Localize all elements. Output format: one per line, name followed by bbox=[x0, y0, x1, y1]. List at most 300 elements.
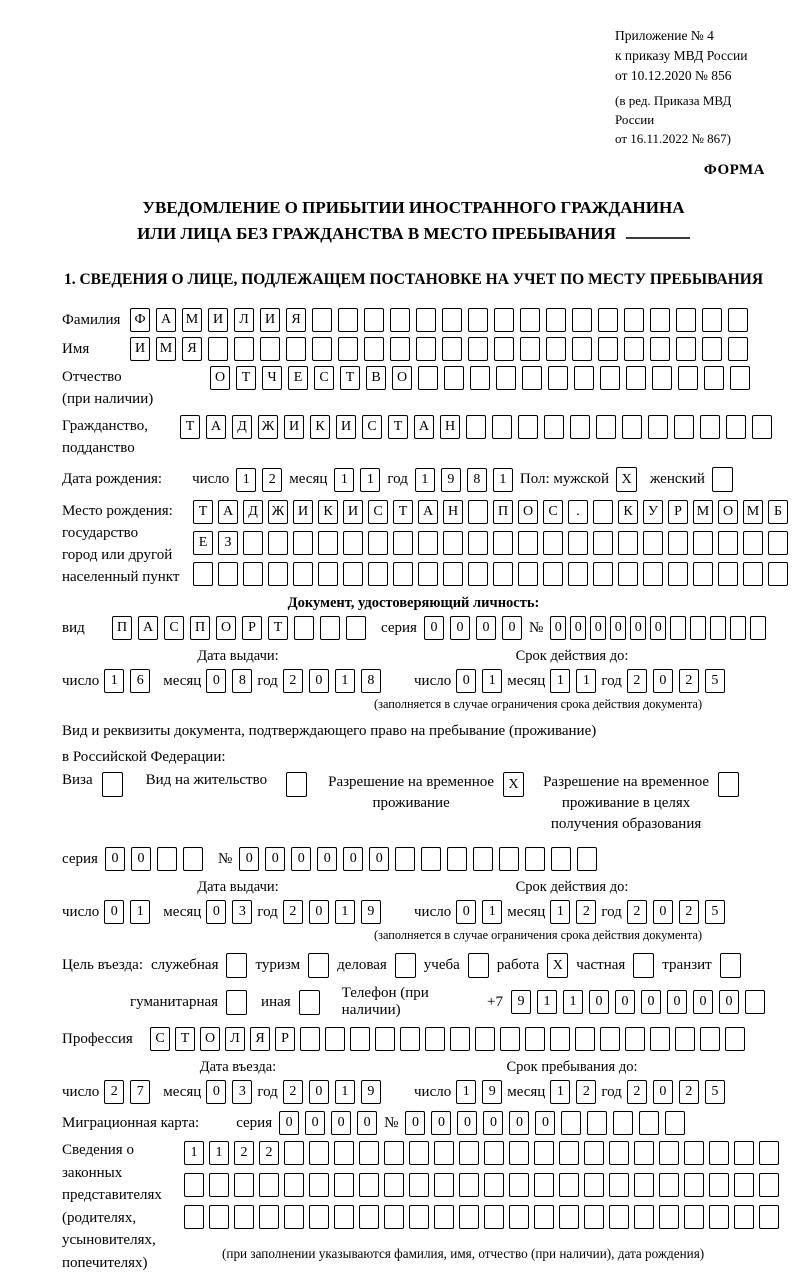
char-cell[interactable]: 0 bbox=[653, 1080, 673, 1104]
char-cell[interactable] bbox=[494, 308, 514, 332]
char-cell[interactable] bbox=[750, 616, 766, 640]
char-cell[interactable]: М bbox=[693, 500, 713, 524]
char-cell[interactable]: 2 bbox=[283, 1080, 303, 1104]
char-cell[interactable]: 0 bbox=[719, 990, 739, 1014]
char-cell[interactable] bbox=[496, 366, 516, 390]
permit-valid-day-cells[interactable] bbox=[456, 900, 502, 924]
char-cell[interactable] bbox=[493, 562, 513, 586]
char-cell[interactable] bbox=[400, 1027, 420, 1051]
char-cell[interactable]: 8 bbox=[467, 468, 487, 492]
char-cell[interactable] bbox=[359, 1173, 379, 1197]
char-cell[interactable] bbox=[286, 337, 306, 361]
patronymic-cells[interactable] bbox=[210, 366, 750, 390]
char-cell[interactable] bbox=[625, 1027, 645, 1051]
char-cell[interactable] bbox=[734, 1141, 754, 1165]
char-cell[interactable] bbox=[593, 531, 613, 555]
char-cell[interactable]: 1 bbox=[550, 900, 570, 924]
char-cell[interactable]: О bbox=[392, 366, 412, 390]
char-cell[interactable]: 1 bbox=[360, 468, 380, 492]
char-cell[interactable] bbox=[598, 308, 618, 332]
char-cell[interactable] bbox=[634, 1141, 654, 1165]
char-cell[interactable]: 0 bbox=[590, 616, 606, 640]
char-cell[interactable] bbox=[543, 531, 563, 555]
doc-number-cells[interactable] bbox=[550, 616, 766, 640]
purpose-transit-checkbox[interactable] bbox=[720, 953, 741, 978]
doc-type-cells[interactable] bbox=[112, 616, 366, 640]
char-cell[interactable] bbox=[364, 308, 384, 332]
char-cell[interactable]: Л bbox=[225, 1027, 245, 1051]
char-cell[interactable]: 0 bbox=[206, 669, 226, 693]
char-cell[interactable] bbox=[728, 308, 748, 332]
char-cell[interactable] bbox=[543, 562, 563, 586]
char-cell[interactable]: 0 bbox=[502, 616, 522, 640]
char-cell[interactable] bbox=[570, 415, 590, 439]
legal-reps-cells-row1[interactable] bbox=[184, 1141, 779, 1165]
char-cell[interactable] bbox=[568, 531, 588, 555]
char-cell[interactable]: Л bbox=[234, 308, 254, 332]
char-cell[interactable]: З bbox=[218, 531, 238, 555]
char-cell[interactable]: 1 bbox=[236, 468, 256, 492]
phone-cells[interactable] bbox=[511, 990, 765, 1014]
visa-checkbox[interactable] bbox=[102, 772, 123, 797]
char-cell[interactable] bbox=[442, 337, 462, 361]
char-cell[interactable] bbox=[320, 616, 340, 640]
char-cell[interactable] bbox=[709, 1173, 729, 1197]
char-cell[interactable]: О bbox=[210, 366, 230, 390]
char-cell[interactable]: И bbox=[208, 308, 228, 332]
char-cell[interactable]: 1 bbox=[456, 1080, 476, 1104]
char-cell[interactable]: 1 bbox=[104, 669, 124, 693]
char-cell[interactable]: 9 bbox=[361, 1080, 381, 1104]
char-cell[interactable]: А bbox=[206, 415, 226, 439]
char-cell[interactable] bbox=[443, 531, 463, 555]
stay-month-cells[interactable] bbox=[550, 1080, 596, 1104]
char-cell[interactable]: 1 bbox=[550, 669, 570, 693]
char-cell[interactable] bbox=[634, 1173, 654, 1197]
char-cell[interactable]: П bbox=[493, 500, 513, 524]
char-cell[interactable]: Д bbox=[243, 500, 263, 524]
char-cell[interactable]: Н bbox=[440, 415, 460, 439]
char-cell[interactable]: В bbox=[366, 366, 386, 390]
char-cell[interactable]: 1 bbox=[335, 1080, 355, 1104]
char-cell[interactable] bbox=[434, 1141, 454, 1165]
char-cell[interactable]: И bbox=[260, 308, 280, 332]
char-cell[interactable] bbox=[494, 337, 514, 361]
char-cell[interactable] bbox=[184, 1205, 204, 1229]
temp-residence-checkbox[interactable]: X bbox=[503, 772, 524, 797]
char-cell[interactable] bbox=[338, 337, 358, 361]
char-cell[interactable] bbox=[745, 990, 765, 1014]
char-cell[interactable] bbox=[548, 366, 568, 390]
char-cell[interactable] bbox=[587, 1111, 607, 1135]
char-cell[interactable] bbox=[343, 562, 363, 586]
purpose-private-checkbox[interactable] bbox=[633, 953, 654, 978]
char-cell[interactable]: М bbox=[743, 500, 763, 524]
char-cell[interactable]: 1 bbox=[209, 1141, 229, 1165]
char-cell[interactable]: 0 bbox=[456, 669, 476, 693]
char-cell[interactable]: С bbox=[362, 415, 382, 439]
char-cell[interactable]: И bbox=[293, 500, 313, 524]
char-cell[interactable] bbox=[421, 847, 441, 871]
char-cell[interactable]: Ч bbox=[262, 366, 282, 390]
char-cell[interactable] bbox=[234, 337, 254, 361]
sex-male-checkbox[interactable]: X bbox=[616, 467, 637, 492]
char-cell[interactable] bbox=[709, 1141, 729, 1165]
char-cell[interactable] bbox=[743, 531, 763, 555]
edu-residence-checkbox[interactable] bbox=[718, 772, 739, 797]
char-cell[interactable] bbox=[704, 366, 724, 390]
permit-number-cells[interactable] bbox=[239, 847, 597, 871]
char-cell[interactable]: 0 bbox=[653, 900, 673, 924]
char-cell[interactable] bbox=[700, 415, 720, 439]
char-cell[interactable] bbox=[325, 1027, 345, 1051]
char-cell[interactable] bbox=[702, 337, 722, 361]
char-cell[interactable]: А bbox=[414, 415, 434, 439]
char-cell[interactable] bbox=[218, 562, 238, 586]
doc-issue-month-cells[interactable] bbox=[206, 669, 252, 693]
char-cell[interactable] bbox=[652, 366, 672, 390]
char-cell[interactable] bbox=[659, 1173, 679, 1197]
char-cell[interactable]: Б bbox=[768, 500, 788, 524]
char-cell[interactable]: С bbox=[314, 366, 334, 390]
char-cell[interactable] bbox=[718, 562, 738, 586]
char-cell[interactable]: 0 bbox=[291, 847, 311, 871]
char-cell[interactable]: И bbox=[336, 415, 356, 439]
char-cell[interactable]: 1 bbox=[184, 1141, 204, 1165]
char-cell[interactable] bbox=[509, 1205, 529, 1229]
char-cell[interactable] bbox=[409, 1141, 429, 1165]
char-cell[interactable] bbox=[300, 1027, 320, 1051]
char-cell[interactable] bbox=[561, 1111, 581, 1135]
char-cell[interactable] bbox=[626, 366, 646, 390]
char-cell[interactable] bbox=[284, 1173, 304, 1197]
char-cell[interactable] bbox=[243, 562, 263, 586]
char-cell[interactable] bbox=[648, 415, 668, 439]
char-cell[interactable]: 3 bbox=[232, 1080, 252, 1104]
char-cell[interactable] bbox=[572, 337, 592, 361]
char-cell[interactable]: К bbox=[310, 415, 330, 439]
char-cell[interactable]: 0 bbox=[535, 1111, 555, 1135]
char-cell[interactable] bbox=[593, 562, 613, 586]
char-cell[interactable] bbox=[443, 562, 463, 586]
char-cell[interactable] bbox=[596, 415, 616, 439]
char-cell[interactable] bbox=[574, 366, 594, 390]
char-cell[interactable] bbox=[768, 562, 788, 586]
char-cell[interactable] bbox=[693, 562, 713, 586]
char-cell[interactable] bbox=[434, 1205, 454, 1229]
char-cell[interactable]: 0 bbox=[693, 990, 713, 1014]
char-cell[interactable]: Т bbox=[340, 366, 360, 390]
char-cell[interactable] bbox=[209, 1205, 229, 1229]
char-cell[interactable] bbox=[639, 1111, 659, 1135]
char-cell[interactable] bbox=[678, 366, 698, 390]
char-cell[interactable]: 9 bbox=[482, 1080, 502, 1104]
char-cell[interactable] bbox=[544, 415, 564, 439]
char-cell[interactable]: Я bbox=[182, 337, 202, 361]
birthplace-cells-row2[interactable] bbox=[193, 531, 788, 555]
char-cell[interactable]: 0 bbox=[653, 669, 673, 693]
char-cell[interactable]: О bbox=[518, 500, 538, 524]
char-cell[interactable]: Ж bbox=[268, 500, 288, 524]
permit-seriya-cells[interactable] bbox=[105, 847, 203, 871]
char-cell[interactable]: 0 bbox=[343, 847, 363, 871]
char-cell[interactable]: 2 bbox=[262, 468, 282, 492]
char-cell[interactable] bbox=[534, 1173, 554, 1197]
char-cell[interactable]: 0 bbox=[630, 616, 646, 640]
char-cell[interactable]: Д bbox=[232, 415, 252, 439]
char-cell[interactable] bbox=[157, 847, 177, 871]
char-cell[interactable] bbox=[525, 1027, 545, 1051]
mig-seriya-cells[interactable] bbox=[279, 1111, 377, 1135]
birthplace-cells-row3[interactable] bbox=[193, 562, 788, 586]
char-cell[interactable]: Н bbox=[443, 500, 463, 524]
doc-valid-year-cells[interactable] bbox=[627, 669, 725, 693]
char-cell[interactable]: П bbox=[112, 616, 132, 640]
char-cell[interactable]: 0 bbox=[509, 1111, 529, 1135]
char-cell[interactable]: 0 bbox=[405, 1111, 425, 1135]
char-cell[interactable] bbox=[674, 415, 694, 439]
char-cell[interactable] bbox=[534, 1141, 554, 1165]
char-cell[interactable] bbox=[577, 847, 597, 871]
char-cell[interactable]: 1 bbox=[576, 669, 596, 693]
char-cell[interactable] bbox=[384, 1205, 404, 1229]
char-cell[interactable] bbox=[730, 616, 746, 640]
char-cell[interactable] bbox=[709, 1205, 729, 1229]
char-cell[interactable] bbox=[650, 337, 670, 361]
char-cell[interactable]: А bbox=[418, 500, 438, 524]
char-cell[interactable] bbox=[338, 308, 358, 332]
char-cell[interactable] bbox=[184, 1173, 204, 1197]
char-cell[interactable] bbox=[584, 1141, 604, 1165]
char-cell[interactable] bbox=[613, 1111, 633, 1135]
char-cell[interactable] bbox=[520, 337, 540, 361]
char-cell[interactable]: М bbox=[156, 337, 176, 361]
char-cell[interactable]: И bbox=[130, 337, 150, 361]
char-cell[interactable] bbox=[559, 1205, 579, 1229]
char-cell[interactable] bbox=[209, 1173, 229, 1197]
char-cell[interactable]: 1 bbox=[130, 900, 150, 924]
purpose-study-checkbox[interactable] bbox=[468, 953, 489, 978]
char-cell[interactable]: 0 bbox=[667, 990, 687, 1014]
char-cell[interactable]: . bbox=[568, 500, 588, 524]
char-cell[interactable] bbox=[334, 1205, 354, 1229]
char-cell[interactable] bbox=[468, 308, 488, 332]
char-cell[interactable] bbox=[572, 308, 592, 332]
char-cell[interactable] bbox=[193, 562, 213, 586]
char-cell[interactable] bbox=[702, 308, 722, 332]
char-cell[interactable] bbox=[350, 1027, 370, 1051]
char-cell[interactable] bbox=[309, 1141, 329, 1165]
char-cell[interactable] bbox=[725, 1027, 745, 1051]
char-cell[interactable]: 2 bbox=[104, 1080, 124, 1104]
char-cell[interactable] bbox=[343, 531, 363, 555]
birth-day-cells[interactable] bbox=[236, 468, 282, 492]
char-cell[interactable] bbox=[459, 1141, 479, 1165]
char-cell[interactable]: 2 bbox=[576, 900, 596, 924]
char-cell[interactable]: 0 bbox=[369, 847, 389, 871]
profession-cells[interactable] bbox=[150, 1027, 745, 1051]
char-cell[interactable]: С bbox=[543, 500, 563, 524]
char-cell[interactable] bbox=[334, 1173, 354, 1197]
char-cell[interactable] bbox=[234, 1205, 254, 1229]
birth-month-cells[interactable] bbox=[334, 468, 380, 492]
char-cell[interactable]: О bbox=[718, 500, 738, 524]
char-cell[interactable]: 2 bbox=[627, 900, 647, 924]
char-cell[interactable]: 0 bbox=[104, 900, 124, 924]
char-cell[interactable] bbox=[450, 1027, 470, 1051]
char-cell[interactable] bbox=[459, 1205, 479, 1229]
char-cell[interactable] bbox=[384, 1173, 404, 1197]
char-cell[interactable]: 2 bbox=[283, 669, 303, 693]
char-cell[interactable] bbox=[418, 562, 438, 586]
char-cell[interactable] bbox=[334, 1141, 354, 1165]
char-cell[interactable] bbox=[409, 1205, 429, 1229]
char-cell[interactable] bbox=[390, 308, 410, 332]
char-cell[interactable] bbox=[575, 1027, 595, 1051]
sex-female-checkbox[interactable] bbox=[712, 467, 733, 492]
char-cell[interactable] bbox=[609, 1173, 629, 1197]
char-cell[interactable]: Т bbox=[236, 366, 256, 390]
char-cell[interactable] bbox=[259, 1205, 279, 1229]
char-cell[interactable] bbox=[743, 562, 763, 586]
char-cell[interactable] bbox=[624, 308, 644, 332]
char-cell[interactable]: У bbox=[643, 500, 663, 524]
char-cell[interactable] bbox=[759, 1173, 779, 1197]
char-cell[interactable]: Т bbox=[180, 415, 200, 439]
doc-issue-year-cells[interactable] bbox=[283, 669, 381, 693]
char-cell[interactable]: 2 bbox=[679, 900, 699, 924]
legal-reps-cells-row2[interactable] bbox=[184, 1173, 779, 1197]
char-cell[interactable] bbox=[525, 847, 545, 871]
char-cell[interactable] bbox=[393, 531, 413, 555]
char-cell[interactable] bbox=[368, 531, 388, 555]
char-cell[interactable]: 1 bbox=[550, 1080, 570, 1104]
char-cell[interactable] bbox=[759, 1205, 779, 1229]
char-cell[interactable] bbox=[659, 1205, 679, 1229]
doc-valid-month-cells[interactable] bbox=[550, 669, 596, 693]
char-cell[interactable] bbox=[359, 1141, 379, 1165]
char-cell[interactable] bbox=[551, 847, 571, 871]
char-cell[interactable] bbox=[726, 415, 746, 439]
char-cell[interactable]: М bbox=[182, 308, 202, 332]
permit-issue-month-cells[interactable] bbox=[206, 900, 252, 924]
char-cell[interactable]: 0 bbox=[265, 847, 285, 871]
char-cell[interactable] bbox=[384, 1141, 404, 1165]
char-cell[interactable] bbox=[668, 531, 688, 555]
char-cell[interactable] bbox=[584, 1173, 604, 1197]
char-cell[interactable]: С bbox=[164, 616, 184, 640]
purpose-humanitarian-checkbox[interactable] bbox=[226, 990, 247, 1015]
purpose-other-checkbox[interactable] bbox=[299, 990, 320, 1015]
char-cell[interactable] bbox=[234, 1173, 254, 1197]
char-cell[interactable]: 0 bbox=[309, 669, 329, 693]
purpose-business-checkbox[interactable] bbox=[395, 953, 416, 978]
char-cell[interactable]: 0 bbox=[456, 900, 476, 924]
char-cell[interactable]: Е bbox=[288, 366, 308, 390]
char-cell[interactable]: 0 bbox=[641, 990, 661, 1014]
permit-issue-day-cells[interactable] bbox=[104, 900, 150, 924]
permit-issue-year-cells[interactable] bbox=[283, 900, 381, 924]
char-cell[interactable] bbox=[309, 1205, 329, 1229]
char-cell[interactable] bbox=[268, 562, 288, 586]
char-cell[interactable] bbox=[659, 1141, 679, 1165]
char-cell[interactable]: К bbox=[618, 500, 638, 524]
char-cell[interactable]: 2 bbox=[679, 669, 699, 693]
char-cell[interactable] bbox=[759, 1141, 779, 1165]
char-cell[interactable] bbox=[734, 1173, 754, 1197]
char-cell[interactable]: 7 bbox=[130, 1080, 150, 1104]
char-cell[interactable]: 2 bbox=[627, 669, 647, 693]
char-cell[interactable] bbox=[728, 337, 748, 361]
name-cells[interactable] bbox=[130, 337, 748, 361]
doc-seriya-cells[interactable] bbox=[424, 616, 522, 640]
char-cell[interactable]: 1 bbox=[335, 900, 355, 924]
char-cell[interactable]: Р bbox=[275, 1027, 295, 1051]
char-cell[interactable]: Р bbox=[242, 616, 262, 640]
char-cell[interactable] bbox=[284, 1205, 304, 1229]
char-cell[interactable] bbox=[622, 415, 642, 439]
char-cell[interactable]: 0 bbox=[476, 616, 496, 640]
char-cell[interactable]: 0 bbox=[309, 900, 329, 924]
char-cell[interactable] bbox=[484, 1205, 504, 1229]
char-cell[interactable] bbox=[665, 1111, 685, 1135]
entry-month-cells[interactable] bbox=[206, 1080, 252, 1104]
char-cell[interactable] bbox=[364, 337, 384, 361]
char-cell[interactable] bbox=[416, 337, 436, 361]
char-cell[interactable] bbox=[468, 337, 488, 361]
char-cell[interactable]: 1 bbox=[537, 990, 557, 1014]
permit-valid-year-cells[interactable] bbox=[627, 900, 725, 924]
char-cell[interactable]: 0 bbox=[650, 616, 666, 640]
permit-valid-month-cells[interactable] bbox=[550, 900, 596, 924]
char-cell[interactable] bbox=[470, 366, 490, 390]
char-cell[interactable]: 0 bbox=[206, 1080, 226, 1104]
char-cell[interactable] bbox=[208, 337, 228, 361]
char-cell[interactable]: 2 bbox=[259, 1141, 279, 1165]
char-cell[interactable] bbox=[684, 1173, 704, 1197]
char-cell[interactable] bbox=[442, 308, 462, 332]
purpose-work-checkbox[interactable]: X bbox=[547, 953, 568, 978]
char-cell[interactable] bbox=[684, 1205, 704, 1229]
char-cell[interactable]: 0 bbox=[317, 847, 337, 871]
char-cell[interactable]: 0 bbox=[589, 990, 609, 1014]
char-cell[interactable] bbox=[598, 337, 618, 361]
char-cell[interactable]: К bbox=[318, 500, 338, 524]
char-cell[interactable] bbox=[609, 1141, 629, 1165]
char-cell[interactable] bbox=[550, 1027, 570, 1051]
char-cell[interactable] bbox=[522, 366, 542, 390]
char-cell[interactable] bbox=[312, 308, 332, 332]
char-cell[interactable]: 1 bbox=[334, 468, 354, 492]
char-cell[interactable] bbox=[293, 531, 313, 555]
char-cell[interactable]: 1 bbox=[335, 669, 355, 693]
char-cell[interactable] bbox=[752, 415, 772, 439]
char-cell[interactable]: А bbox=[156, 308, 176, 332]
char-cell[interactable]: 1 bbox=[482, 900, 502, 924]
char-cell[interactable] bbox=[600, 366, 620, 390]
char-cell[interactable]: 0 bbox=[610, 616, 626, 640]
char-cell[interactable] bbox=[509, 1173, 529, 1197]
char-cell[interactable] bbox=[484, 1173, 504, 1197]
char-cell[interactable] bbox=[259, 1173, 279, 1197]
char-cell[interactable] bbox=[618, 562, 638, 586]
char-cell[interactable]: 2 bbox=[627, 1080, 647, 1104]
char-cell[interactable]: Ф bbox=[130, 308, 150, 332]
char-cell[interactable]: Т bbox=[388, 415, 408, 439]
char-cell[interactable] bbox=[650, 1027, 670, 1051]
char-cell[interactable] bbox=[600, 1027, 620, 1051]
char-cell[interactable] bbox=[668, 562, 688, 586]
